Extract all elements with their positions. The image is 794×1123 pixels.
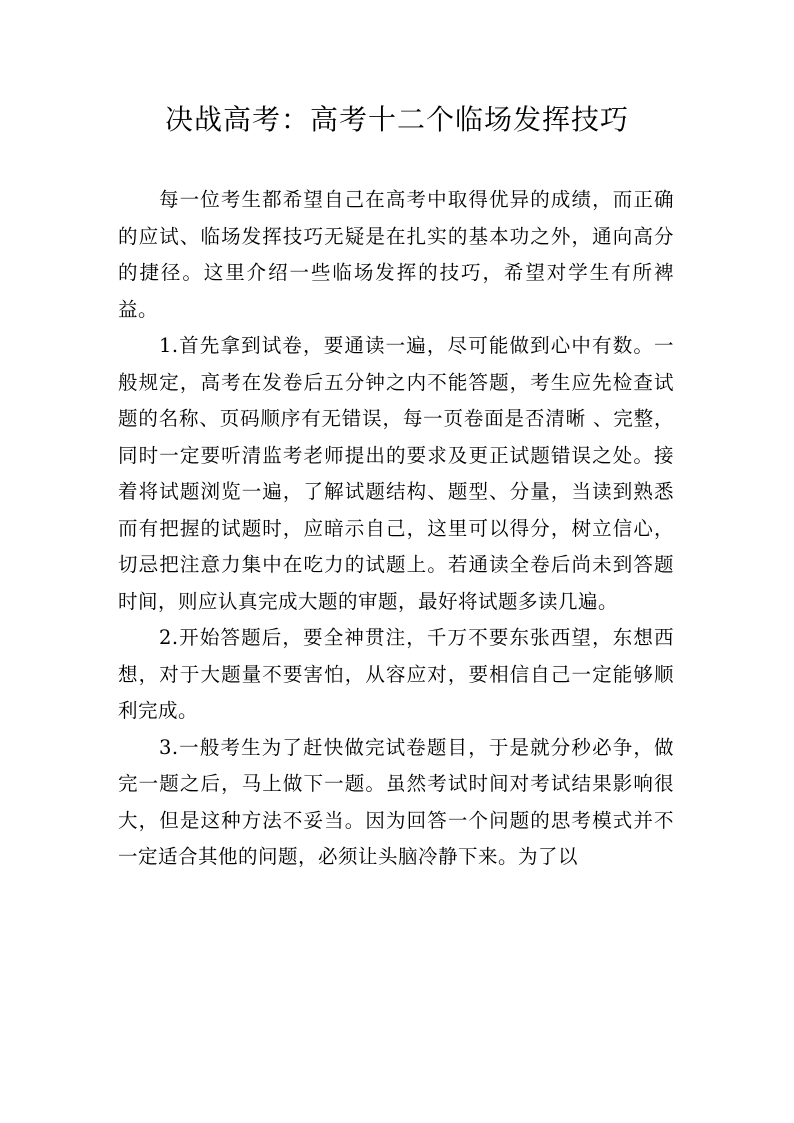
paragraph-intro: 每一位考生都希望自己在高考中取得优异的成绩，而正确的应试、临场发挥技巧无疑是在扎实的基本功之外，通向高分的捷径。这里介绍一些临场发挥的技巧，希望对学生有所裨益。 <box>118 188 674 321</box>
paragraph-tip-1: 1.首先拿到试卷，要通读一遍，尽可能做到心中有数。一般规定，高考在发卷后五分钟之内不能答题，考生应先检查试题的名称、页码顺序有无错误，每一页卷面是否清晰 、完整，同时一定要听清监考老师提出的要求及更正试题错误之处。接着将试题浏览一遍，了解试题结构、题型、分量，当读到熟悉而有把握的试题时，应暗示自己，这里可以得分，树立信心，切忌把注意力集中在吃力的试题上。若通读全卷后尚未到答题时间，则应认真完成大题的审题，最好将试题多读几遍。 <box>118 334 674 613</box>
paragraph-tip-2: 2.开始答题后，要全神贯注，千万不要东张西望，东想西想，对于大题量不要害怕，从容应对，要相信自己一定能够顺利完成。 <box>118 626 674 722</box>
paragraph-tip-3: 3.一般考生为了赶快做完试卷题目，于是就分秒必争，做完一题之后，马上做下一题。虽然考试时间对考试结果影响很大，但是这种方法不妥当。因为回答一个问题的思考模式并不一定适合其他的问题，必须让头脑冷静下来。为了以 <box>118 735 674 868</box>
document-title: 决战高考：高考十二个临场发挥技巧 <box>164 103 629 136</box>
document-body <box>118 182 674 876</box>
